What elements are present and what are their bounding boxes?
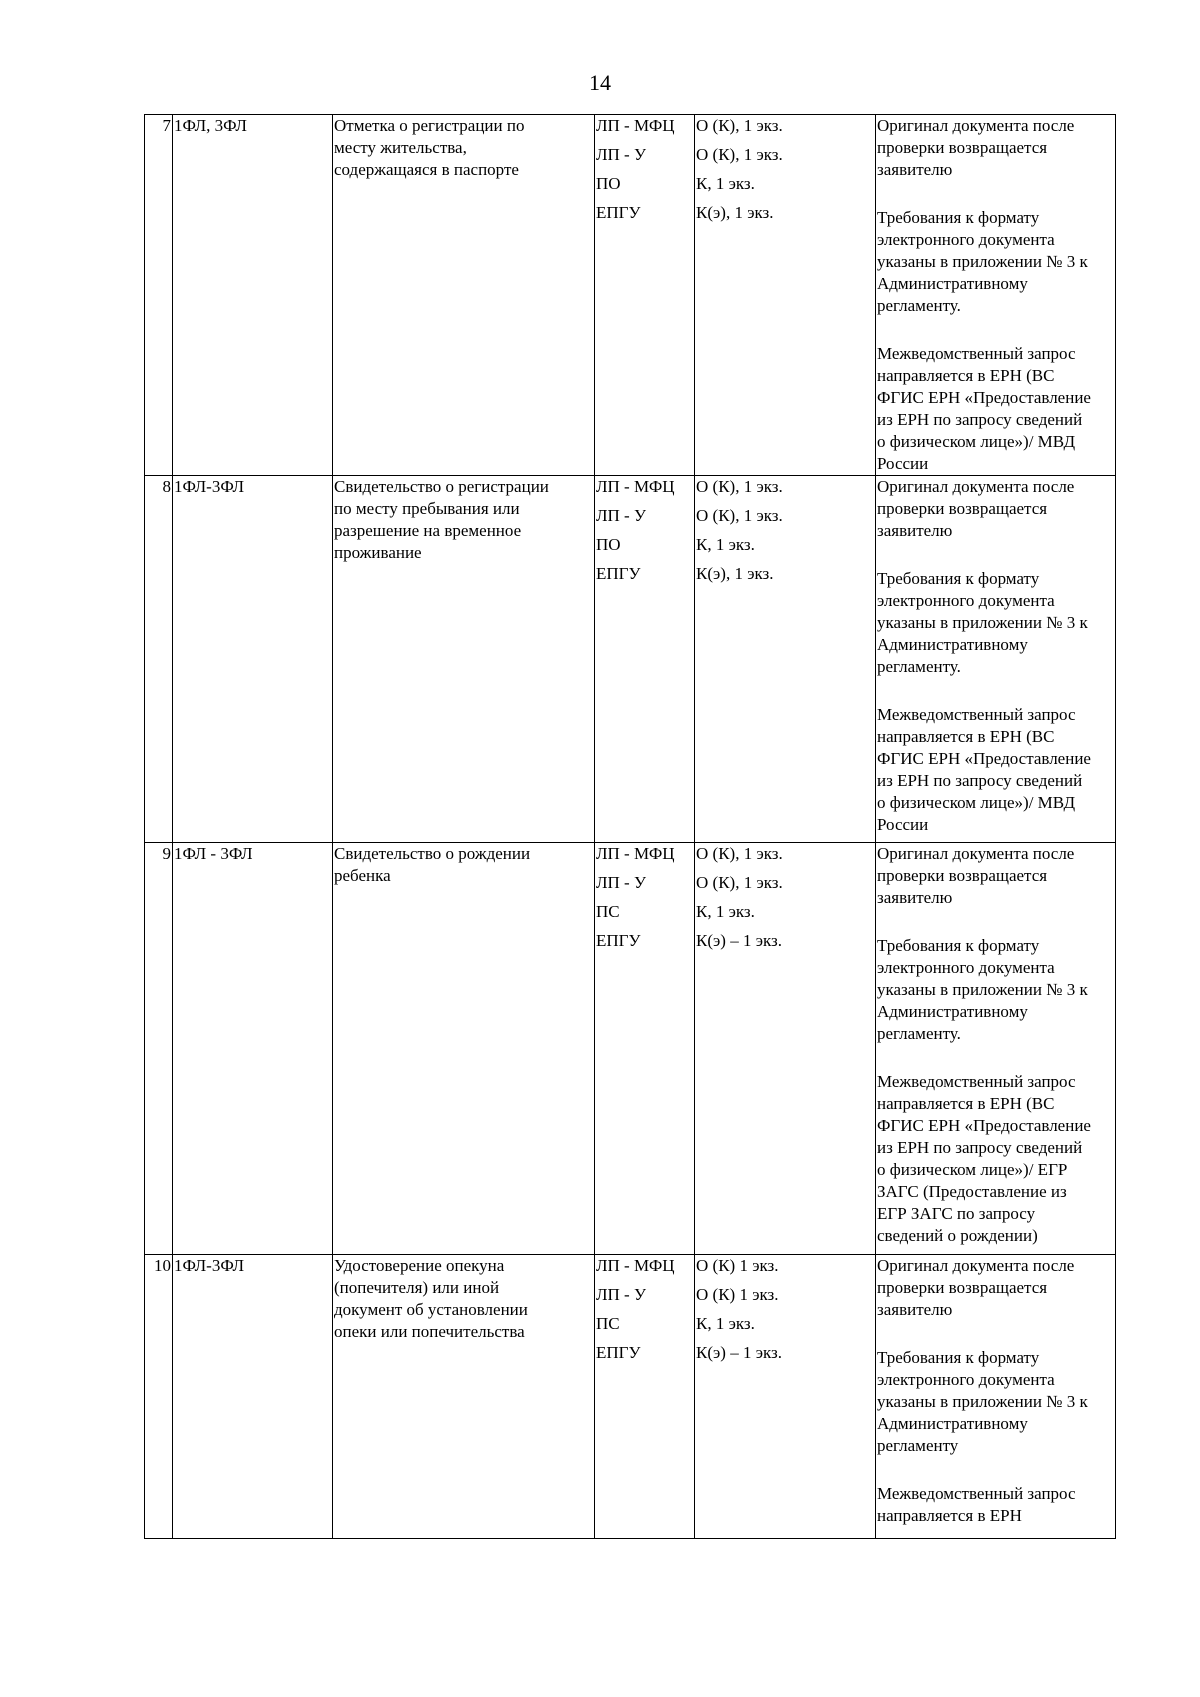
submission-form: ЛП - У <box>596 1285 647 1304</box>
note-line: Административному <box>877 1002 1028 1021</box>
document-name-line: (попечителя) или иной <box>334 1278 500 1297</box>
copies-value: К, 1 экз. <box>696 902 755 921</box>
row-number: 8 <box>162 477 171 496</box>
copies-cell <box>695 843 876 1255</box>
copies-value: О (К), 1 экз. <box>696 844 783 863</box>
note-paragraph <box>877 343 1114 475</box>
note-line: заявителю <box>877 888 953 907</box>
note-paragraph <box>877 476 1114 542</box>
note-line: направляется в ЕРН (ВС <box>877 727 1055 746</box>
copies-value: О (К), 1 экз. <box>696 873 783 892</box>
note-line: из ЕРН по запросу сведений <box>877 771 1083 790</box>
submission-form: ЛП - МФЦ <box>596 116 675 135</box>
copies-value: О (К), 1 экз. <box>696 116 783 135</box>
table-row <box>145 1255 1116 1539</box>
note-paragraph <box>877 568 1114 678</box>
table-row <box>145 476 1116 843</box>
copies-cell <box>695 115 876 476</box>
table-row <box>145 115 1116 476</box>
note-line: указаны в приложении № 3 к <box>877 252 1088 271</box>
note-line: России <box>877 454 929 473</box>
note-line: ФГИС ЕРН «Предоставление <box>877 1116 1091 1135</box>
note-paragraph <box>877 1483 1114 1527</box>
submission-form-cell <box>595 843 695 1255</box>
document-name-cell <box>333 843 595 1255</box>
note-line: Требования к формату <box>877 936 1040 955</box>
note-line: проверки возвращается <box>877 138 1048 157</box>
submission-form-cell <box>595 476 695 843</box>
note-line: Оригинал документа после <box>877 116 1075 135</box>
note-paragraph <box>877 704 1114 836</box>
applicant-category-cell <box>173 843 333 1255</box>
submission-form: ЛП - МФЦ <box>596 1256 675 1275</box>
notes-cell <box>876 843 1116 1255</box>
row-number-cell <box>145 476 173 843</box>
document-name-line: проживание <box>334 543 422 562</box>
note-line: указаны в приложении № 3 к <box>877 1392 1088 1411</box>
note-line: Межведомственный запрос <box>877 1072 1076 1091</box>
note-line: ФГИС ЕРН «Предоставление <box>877 749 1091 768</box>
note-line: регламенту. <box>877 1024 961 1043</box>
note-line: Административному <box>877 635 1028 654</box>
note-line: Требования к формату <box>877 1348 1040 1367</box>
submission-form: ПО <box>596 535 621 554</box>
note-line: электронного документа <box>877 958 1055 977</box>
submission-form: ЕПГУ <box>596 1343 641 1362</box>
applicant-category-cell <box>173 476 333 843</box>
note-line: проверки возвращается <box>877 866 1048 885</box>
applicant-category: 1ФЛ-3ФЛ <box>174 1256 245 1275</box>
copies-value: О (К), 1 экз. <box>696 145 783 164</box>
copies-value: О (К) 1 экз. <box>696 1256 779 1275</box>
note-line: России <box>877 815 929 834</box>
note-line: Межведомственный запрос <box>877 1484 1076 1503</box>
submission-form: ЕПГУ <box>596 931 641 950</box>
copies-value: К(э), 1 экз. <box>696 564 774 583</box>
applicant-category: 1ФЛ, 3ФЛ <box>174 116 247 135</box>
page-number: 14 <box>589 70 611 95</box>
note-line: электронного документа <box>877 591 1055 610</box>
document-name-line: содержащаяся в паспорте <box>334 160 519 179</box>
note-line: указаны в приложении № 3 к <box>877 613 1088 632</box>
note-paragraph <box>877 115 1114 181</box>
copies-value: К(э), 1 экз. <box>696 203 774 222</box>
note-line: ЕГР ЗАГС по запросу <box>877 1204 1036 1223</box>
copies-value: К, 1 экз. <box>696 1314 755 1333</box>
submission-form: ПО <box>596 174 621 193</box>
submission-form: ЛП - У <box>596 506 647 525</box>
submission-form: ЛП - МФЦ <box>596 844 675 863</box>
note-line: Межведомственный запрос <box>877 344 1076 363</box>
document-name-line: Отметка о регистрации по <box>334 116 525 135</box>
note-line: Требования к формату <box>877 569 1040 588</box>
note-line: Административному <box>877 1414 1028 1433</box>
note-paragraph <box>877 1071 1114 1247</box>
copies-value: О (К), 1 экз. <box>696 506 783 525</box>
row-number: 7 <box>162 116 171 135</box>
row-number: 9 <box>162 844 171 863</box>
document-name-cell <box>333 1255 595 1539</box>
copies-value: О (К), 1 экз. <box>696 477 783 496</box>
note-line: направляется в ЕРН (ВС <box>877 366 1055 385</box>
document-name-line: Удостоверение опекуна <box>334 1256 505 1275</box>
note-line: электронного документа <box>877 1370 1055 1389</box>
document-name-line: разрешение на временное <box>334 521 522 540</box>
applicant-category-cell <box>173 115 333 476</box>
copies-value: К(э) – 1 экз. <box>696 1343 783 1362</box>
note-line: регламенту <box>877 1436 959 1455</box>
copies-cell <box>695 476 876 843</box>
row-number-cell <box>145 1255 173 1539</box>
submission-form: ЕПГУ <box>596 564 641 583</box>
copies-value: К(э) – 1 экз. <box>696 931 783 950</box>
submission-form: ПС <box>596 902 620 921</box>
copies-cell <box>695 1255 876 1539</box>
note-line: Требования к формату <box>877 208 1040 227</box>
note-line: электронного документа <box>877 230 1055 249</box>
applicant-category: 1ФЛ-3ФЛ <box>174 477 245 496</box>
row-number: 10 <box>154 1256 171 1275</box>
applicant-category: 1ФЛ - 3ФЛ <box>174 844 253 863</box>
document-name-line: опеки или попечительства <box>334 1322 525 1341</box>
documents-table <box>144 114 1116 1539</box>
document-name-cell <box>333 115 595 476</box>
note-line: Межведомственный запрос <box>877 705 1076 724</box>
notes-cell <box>876 115 1116 476</box>
note-line: ФГИС ЕРН «Предоставление <box>877 388 1091 407</box>
note-line: направляется в ЕРН (ВС <box>877 1094 1055 1113</box>
note-paragraph <box>877 1255 1114 1321</box>
note-paragraph <box>877 935 1114 1045</box>
note-line: Оригинал документа после <box>877 844 1075 863</box>
copies-value: О (К) 1 экз. <box>696 1285 779 1304</box>
document-name-line: Свидетельство о регистрации <box>334 477 549 496</box>
note-line: направляется в ЕРН <box>877 1506 1022 1525</box>
note-line: из ЕРН по запросу сведений <box>877 410 1083 429</box>
submission-form-cell <box>595 115 695 476</box>
note-line: из ЕРН по запросу сведений <box>877 1138 1083 1157</box>
notes-cell <box>876 476 1116 843</box>
document-name-line: Свидетельство о рождении <box>334 844 531 863</box>
note-line: ЗАГС (Предоставление из <box>877 1182 1067 1201</box>
document-name-line: документ об установлении <box>334 1300 528 1319</box>
table-row <box>145 843 1116 1255</box>
submission-form: ПС <box>596 1314 620 1333</box>
note-line: о физическом лице»)/ ЕГР <box>877 1160 1068 1179</box>
submission-form: ЛП - У <box>596 145 647 164</box>
notes-cell <box>876 1255 1116 1539</box>
note-line: заявителю <box>877 160 953 179</box>
submission-form: ЛП - МФЦ <box>596 477 675 496</box>
note-line: регламенту. <box>877 296 961 315</box>
note-line: Оригинал документа после <box>877 1256 1075 1275</box>
note-paragraph <box>877 1347 1114 1457</box>
note-line: указаны в приложении № 3 к <box>877 980 1088 999</box>
note-line: о физическом лице»)/ МВД <box>877 432 1076 451</box>
row-number-cell <box>145 843 173 1255</box>
note-line: проверки возвращается <box>877 499 1048 518</box>
document-name-line: месту жительства, <box>334 138 467 157</box>
document-name-line: ребенка <box>334 866 391 885</box>
note-line: сведений о рождении) <box>877 1226 1038 1245</box>
note-line: проверки возвращается <box>877 1278 1048 1297</box>
applicant-category-cell <box>173 1255 333 1539</box>
note-line: заявителю <box>877 521 953 540</box>
note-line: Оригинал документа после <box>877 477 1075 496</box>
document-name-line: по месту пребывания или <box>334 499 520 518</box>
note-line: о физическом лице»)/ МВД <box>877 793 1076 812</box>
document-name-cell <box>333 476 595 843</box>
submission-form: ЛП - У <box>596 873 647 892</box>
submission-form-cell <box>595 1255 695 1539</box>
row-number-cell <box>145 115 173 476</box>
note-line: Административному <box>877 274 1028 293</box>
note-line: заявителю <box>877 1300 953 1319</box>
note-line: регламенту. <box>877 657 961 676</box>
copies-value: К, 1 экз. <box>696 174 755 193</box>
submission-form: ЕПГУ <box>596 203 641 222</box>
note-paragraph <box>877 843 1114 909</box>
copies-value: К, 1 экз. <box>696 535 755 554</box>
note-paragraph <box>877 207 1114 317</box>
